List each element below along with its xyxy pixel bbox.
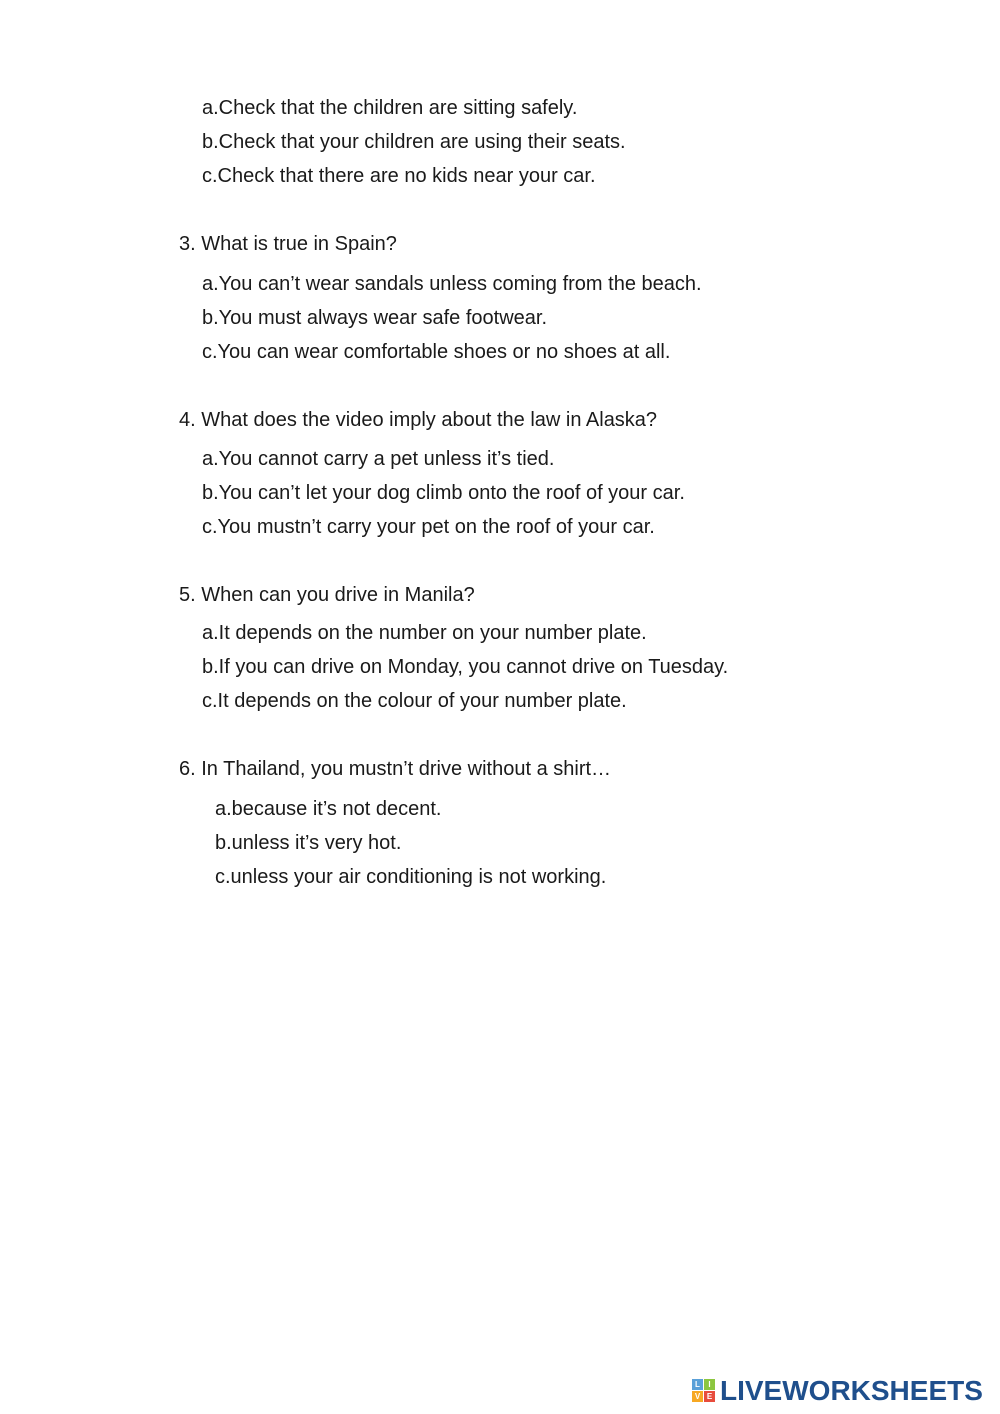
q3-option-c: c.You can wear comfortable shoes or no shoes at all. xyxy=(202,341,671,363)
q5-option-b: b.If you can drive on Monday, you cannot drive on Tuesday. xyxy=(202,656,729,678)
logo-text: LIVEWORKSHEETS xyxy=(720,1375,983,1406)
q3-question: 3. What is true in Spain? xyxy=(179,233,397,255)
q6-question: 6. In Thailand, you mustn’t drive without a shirt… xyxy=(179,758,612,780)
q5-option-c: c.It depends on the colour of your number plate. xyxy=(202,690,627,712)
q4-option-b: b.You can’t let your dog climb onto the roof of your car. xyxy=(202,482,685,504)
q5-question: 5. When can you drive in Manila? xyxy=(179,584,475,606)
logo-letter-v: V xyxy=(692,1391,703,1402)
logo-mark-icon xyxy=(692,1378,718,1404)
q3-option-b: b.You must always wear safe footwear. xyxy=(202,307,547,329)
q4-question: 4. What does the video imply about the law in Alaska? xyxy=(179,409,658,431)
q2-option-a: a.Check that the children are sitting safely. xyxy=(202,97,578,119)
q6-option-b: b.unless it’s very hot. xyxy=(215,832,402,854)
q3-option-a: a.You can’t wear sandals unless coming from the beach. xyxy=(202,273,702,295)
logo-letter-l: L xyxy=(692,1379,703,1390)
q2-option-c: c.Check that there are no kids near your car. xyxy=(202,165,596,187)
q4-option-c: c.You mustn’t carry your pet on the roof of your car. xyxy=(202,516,655,538)
logo-letter-i: I xyxy=(704,1379,715,1390)
q5-option-a: a.It depends on the number on your number plate. xyxy=(202,622,647,644)
q4-option-a: a.You cannot carry a pet unless it’s tied. xyxy=(202,448,555,470)
logo-letter-e: E xyxy=(704,1391,715,1402)
q6-option-c: c.unless your air conditioning is not working. xyxy=(215,866,607,888)
q2-option-b: b.Check that your children are using their seats. xyxy=(202,131,626,153)
q6-option-a: a.because it’s not decent. xyxy=(215,798,442,820)
liveworksheets-logo xyxy=(692,1376,983,1406)
